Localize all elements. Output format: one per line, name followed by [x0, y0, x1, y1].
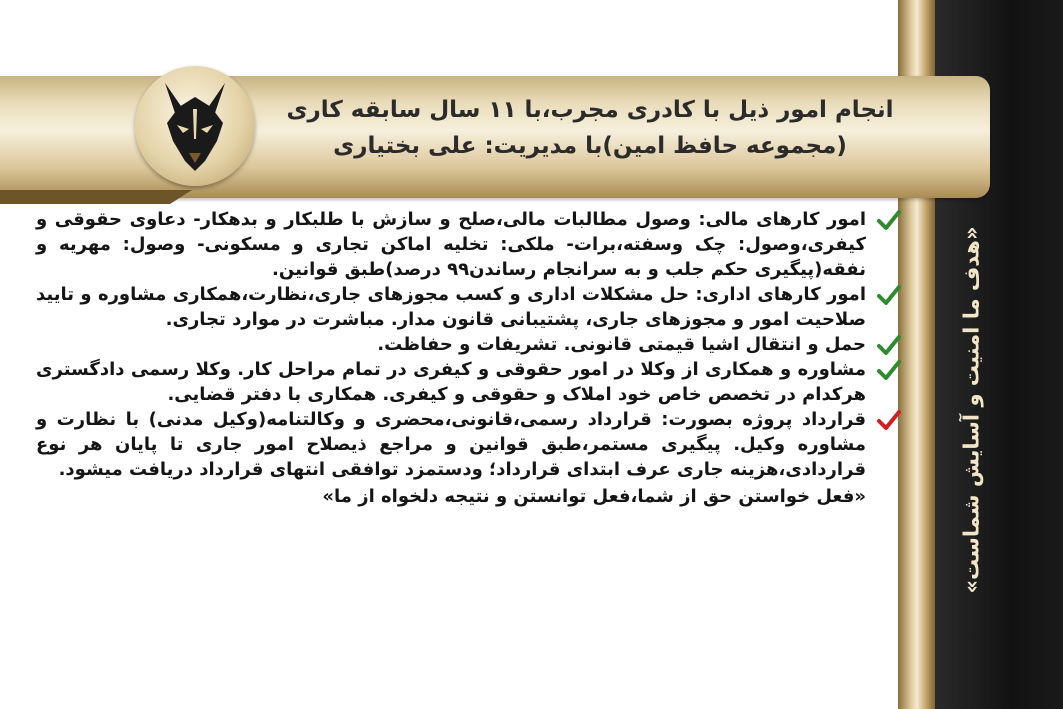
- header-text: [260, 92, 920, 164]
- wolf-logo: [135, 66, 255, 186]
- service-text: قرارداد پروژه بصورت: قرارداد رسمی،قانونی،محضری و وکالتنامه(وکیل مدنی) با نظارت و مشاوره وکیل. پیگیری مستمر،طبق قوانین و مراجع ذیصلاح امور جاری تا پایان هر نوع قراردادی،هزینه جاری عرف ابتدای قرارداد؛ ودستمزد توافقی انتهای قرارداد دریافت میشود.: [36, 409, 866, 480]
- service-text: امور کارهای مالی: وصول مطالبات مالی،صلح و سازش با طلبکار و بدهکار- دعاوی حقوقی و کیفری،وصول: چک وسفته،برات- ملکی: تخلیه اماکن تجاری و مسکونی- وصول: مهریه و نفقه(پیگیری حکم جلب و به سرانجام رساندن۹۹ درصد)طبق قوانین.: [36, 209, 866, 280]
- service-item-legal-advice: [36, 357, 904, 407]
- header-line-2: (مجموعه حافظ امین)با مدیریت: علی بختیاری: [333, 133, 847, 159]
- service-item-financial: [36, 207, 904, 282]
- ribbon-fold: [0, 190, 192, 204]
- service-text: مشاوره و همکاری از وکلا در امور حقوقی و کیفری در تمام مراحل کار. وکلا رسمی دادگستری هرکدام در تخصص خاص خود املاک و حقوقی و کیفری. همکاری با دفتر قضایی.: [36, 359, 866, 405]
- wolf-icon: [153, 79, 237, 173]
- service-text: حمل و انتقال اشیا قیمتی قانونی. تشریفات و حفاظت.: [377, 334, 866, 355]
- services-list: [36, 207, 904, 509]
- service-text: امور کارهای اداری: حل مشکلات اداری و کسب مجوزهای جاری،نظارت،همکاری مشاوره و تایید صلاحیت امور و مجوزهای جاری، پشتیبانی قانون مدار. مباشرت در موارد تجاری.: [36, 284, 866, 330]
- header-line-1: انجام امور ذیل با کادری مجرب،با ۱۱ سال سابقه کاری: [286, 97, 894, 123]
- check-icon: [876, 332, 902, 358]
- slogan-vertical: [952, 150, 992, 670]
- service-item-contract: [36, 407, 904, 482]
- footer-quote: «فعل خواستن حق از شما،فعل توانستن و نتیجه دلخواه از ما»: [322, 486, 866, 507]
- check-icon: [876, 207, 902, 233]
- slogan-text: «هدف ما امنیت و آسایش شماست»: [960, 226, 984, 594]
- service-item-administrative: [36, 282, 904, 332]
- check-icon: [876, 407, 902, 433]
- check-icon: [876, 282, 902, 308]
- check-icon: [876, 357, 902, 383]
- service-item-transport: [36, 332, 904, 357]
